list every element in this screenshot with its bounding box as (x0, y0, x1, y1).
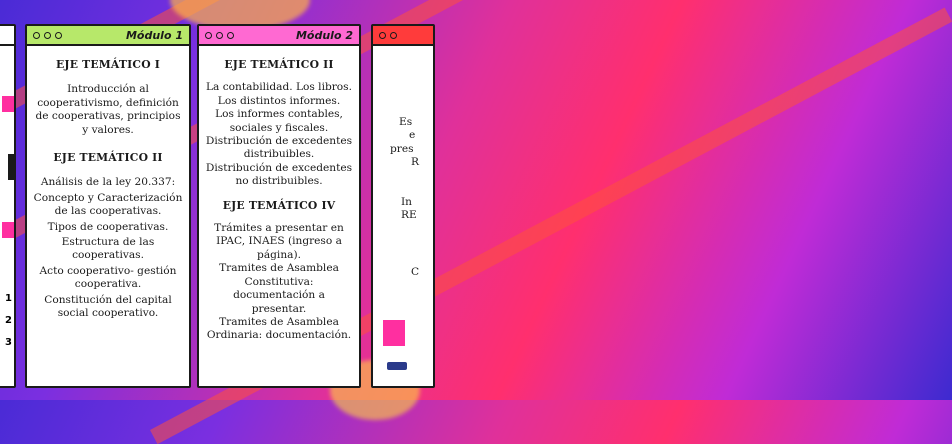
left-panel-titlebar (0, 26, 14, 46)
section-list (33, 176, 183, 320)
list-item: Trámites a presentar en IPAC, INAES (ingreso a página). (214, 222, 344, 261)
text-fragment: R (411, 156, 419, 169)
window-dot-icon (55, 32, 62, 39)
right-panel-titlebar (373, 26, 433, 46)
text-fragment: Es (399, 116, 413, 128)
right-panel-body (373, 46, 433, 284)
left-number: 3 (5, 337, 12, 348)
module1-title: Módulo 1 (125, 28, 183, 42)
module2-titlebar (199, 26, 359, 46)
logo-mark (387, 362, 407, 370)
module1-body (27, 46, 189, 327)
pink-block (2, 222, 14, 238)
list-item: Tipos de cooperativas. (47, 220, 169, 233)
section-text: Introducción al cooperativismo, definición de cooperativas, principios y valores. (35, 83, 181, 136)
list-item: Constitución del capital social cooperativo. (44, 293, 172, 320)
window-dot-icon (379, 32, 386, 39)
text-fragment: RE (401, 209, 417, 222)
dark-mark (8, 154, 14, 180)
section-heading: EJE TEMÁTICO I (55, 58, 161, 71)
list-item: Tramites de Asamblea Ordinaria: documentación. (206, 315, 352, 342)
section-heading: EJE TEMÁTICO II (53, 151, 163, 165)
module2-panel (197, 24, 361, 388)
list-item: Análisis de la ley 20.337: (40, 176, 176, 189)
section-list (205, 81, 353, 188)
section-heading: EJE TEMÁTICO IV (222, 198, 336, 212)
left-number-list (5, 288, 12, 354)
module2-body (199, 46, 359, 347)
pink-block (383, 320, 405, 346)
window-dot-icon (205, 32, 212, 39)
section-heading: EJE TEMÁTICO II (224, 58, 334, 71)
list-item: Distribución de excedentes distribuibles. (205, 135, 353, 161)
text-fragment: C (411, 266, 420, 279)
list-item: Distribución de excedentes no distribuibles. (205, 161, 353, 188)
window-dot-icon (216, 32, 223, 39)
list-item: Los informes contables, sociales y fiscales. (215, 108, 343, 134)
window-dot-icon (390, 32, 397, 39)
list-item: Acto cooperativo- gestión cooperativa. (39, 264, 177, 291)
section-list (205, 222, 353, 343)
module2-title: Módulo 2 (295, 28, 353, 42)
window-dot-icon (227, 32, 234, 39)
left-number: 1 (5, 293, 12, 304)
list-item: Estructura de las cooperativas. (61, 236, 155, 262)
right-module-panel (371, 24, 435, 388)
module1-titlebar (27, 26, 189, 46)
list-item: La contabilidad. Los libros. (205, 81, 352, 94)
list-item: Tramites de Asamblea Constitutiva: documentación a presentar. (219, 262, 339, 315)
module1-panel (25, 24, 191, 388)
left-number: 2 (5, 315, 12, 326)
text-fragment: e (409, 129, 416, 142)
pink-block (2, 96, 14, 112)
list-item: Los distintos informes. (217, 94, 341, 107)
left-module-panel (0, 24, 16, 388)
text-fragment: pres (390, 142, 414, 155)
window-dot-icon (33, 32, 40, 39)
list-item: Concepto y Caracterización de las cooperativas. (33, 191, 183, 218)
text-fragment: In (401, 195, 413, 208)
window-dot-icon (44, 32, 51, 39)
